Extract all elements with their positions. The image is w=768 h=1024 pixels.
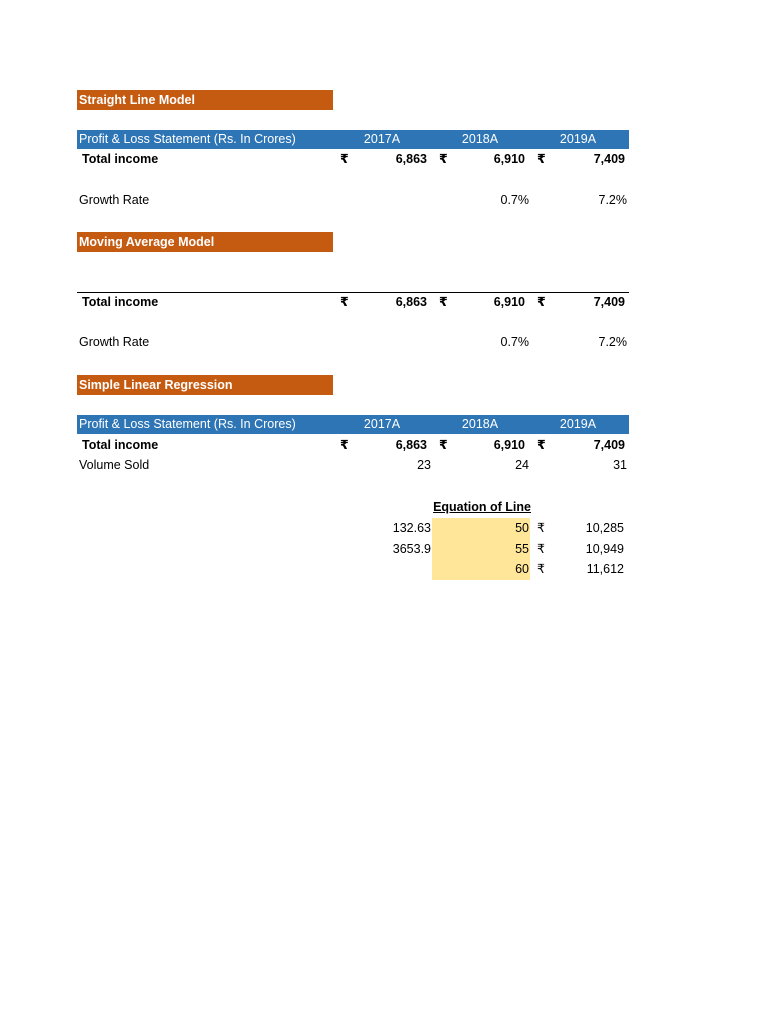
predicted-income-1: 10,285: [585, 521, 624, 535]
total-income-2017-1: 6,863: [395, 152, 427, 166]
table-top-border: [77, 292, 629, 293]
currency-symbol: ₹: [537, 562, 545, 576]
total-income-2019-2: 7,409: [593, 295, 625, 309]
year-2018-header-1: 2018A: [461, 132, 499, 146]
currency-symbol: ₹: [537, 521, 545, 535]
currency-symbol: ₹: [439, 438, 448, 452]
simple-linear-regression-title: Simple Linear Regression: [77, 375, 333, 395]
volume-input-2[interactable]: 55: [515, 542, 529, 556]
currency-symbol: ₹: [537, 295, 546, 309]
currency-symbol: ₹: [439, 295, 448, 309]
currency-symbol: ₹: [340, 438, 349, 452]
volume-sold-2019: 31: [613, 458, 627, 472]
total-income-label-2: Total income: [82, 295, 159, 309]
growth-rate-label-1: Growth Rate: [79, 193, 150, 207]
year-2018-header-3: 2018A: [461, 417, 499, 431]
growth-rate-2019-2: 7.2%: [598, 335, 627, 349]
equation-of-line-title: Equation of Line: [433, 500, 531, 514]
total-income-2018-3: 6,910: [493, 438, 525, 452]
currency-symbol: ₹: [537, 152, 546, 166]
total-income-2017-2: 6,863: [395, 295, 427, 309]
total-income-label-1: Total income: [82, 152, 159, 166]
growth-rate-2019-1: 7.2%: [598, 193, 627, 207]
moving-average-model-title: Moving Average Model: [77, 232, 333, 252]
predicted-income-3: 11,612: [586, 562, 624, 576]
growth-rate-label-2: Growth Rate: [79, 335, 150, 349]
intercept-value: 3653.9: [392, 542, 431, 556]
slope-value: 132.63: [392, 521, 431, 535]
total-income-2017-3: 6,863: [395, 438, 427, 452]
pl-header-label-3: Profit & Loss Statement (Rs. In Crores): [79, 417, 296, 431]
volume-input-3[interactable]: 60: [515, 562, 529, 576]
year-2017-header-3: 2017A: [363, 417, 401, 431]
total-income-2019-3: 7,409: [593, 438, 625, 452]
total-income-2018-2: 6,910: [493, 295, 525, 309]
currency-symbol: ₹: [439, 152, 448, 166]
currency-symbol: ₹: [340, 295, 349, 309]
predicted-income-2: 10,949: [585, 542, 624, 556]
volume-sold-label: Volume Sold: [79, 458, 150, 472]
total-income-label-3: Total income: [82, 438, 159, 452]
growth-rate-2018-2: 0.7%: [500, 335, 529, 349]
total-income-2018-1: 6,910: [493, 152, 525, 166]
pl-header-label-1: Profit & Loss Statement (Rs. In Crores): [79, 132, 296, 146]
straight-line-model-title: Straight Line Model: [77, 90, 333, 110]
year-2019-header-1: 2019A: [559, 132, 597, 146]
volume-sold-2017: 23: [417, 458, 431, 472]
currency-symbol: ₹: [340, 152, 349, 166]
volume-sold-2018: 24: [515, 458, 529, 472]
year-2019-header-3: 2019A: [559, 417, 597, 431]
total-income-2019-1: 7,409: [593, 152, 625, 166]
currency-symbol: ₹: [537, 542, 545, 556]
volume-input-1[interactable]: 50: [515, 521, 529, 535]
growth-rate-2018-1: 0.7%: [500, 193, 529, 207]
year-2017-header-1: 2017A: [363, 132, 401, 146]
currency-symbol: ₹: [537, 438, 546, 452]
